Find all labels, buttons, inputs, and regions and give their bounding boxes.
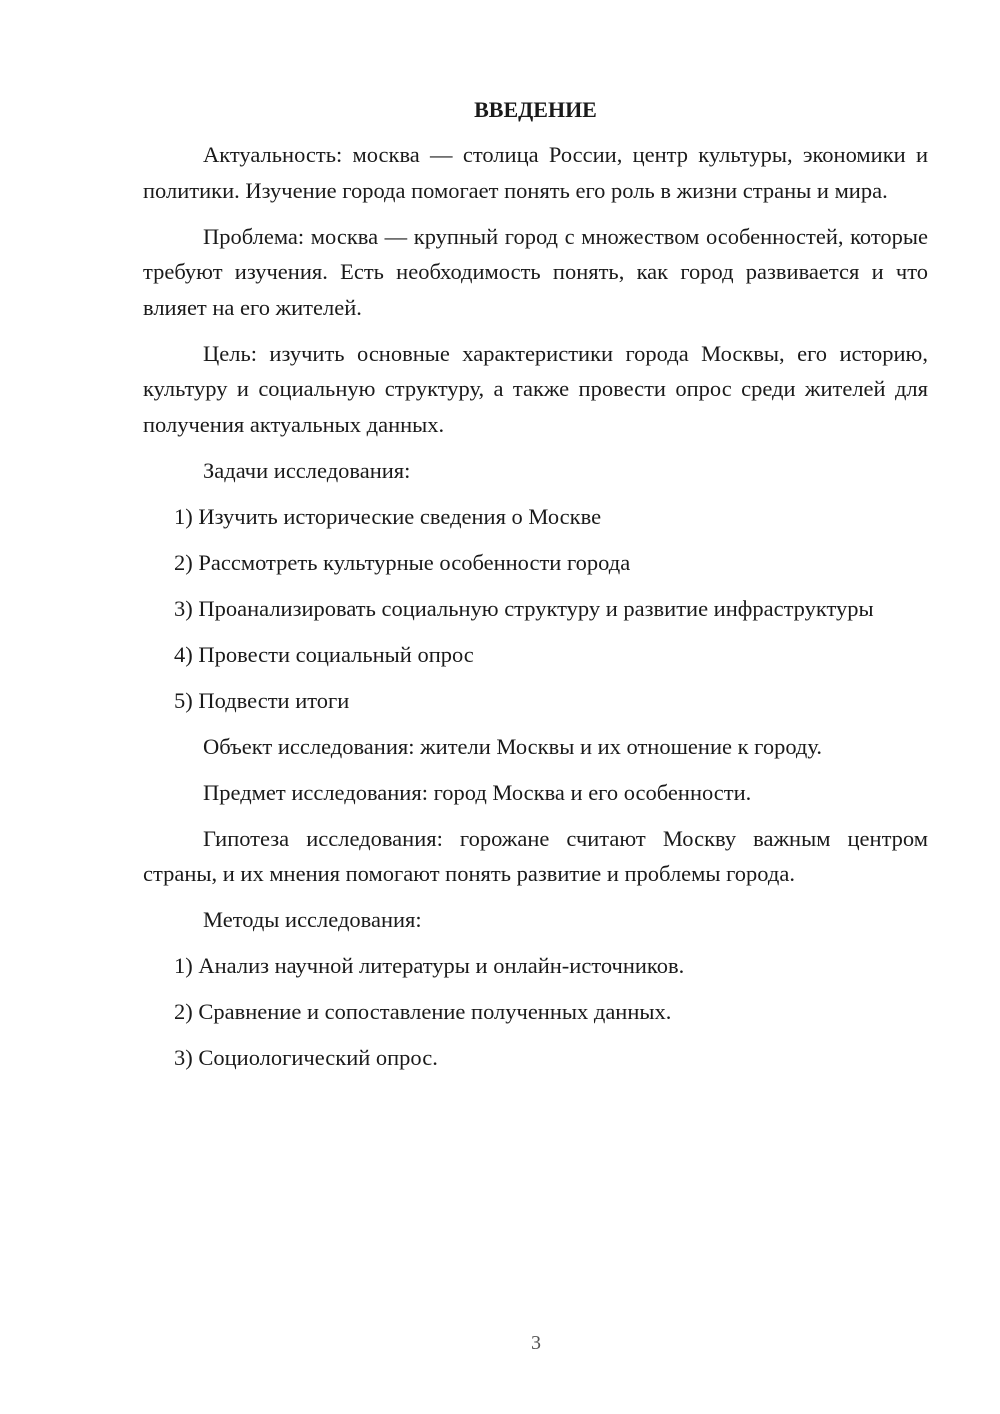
method-item: 3) Социологический опрос.: [174, 1045, 438, 1070]
method-item: 1) Анализ научной литературы и онлайн-источников.: [174, 953, 685, 978]
page-number: 3: [531, 1332, 541, 1354]
section-heading: ВВЕДЕНИЕ: [474, 97, 597, 122]
tasks-label: Задачи исследования:: [203, 457, 411, 483]
task-item: 2) Рассмотреть культурные особенности города: [174, 549, 631, 575]
task-item: 3) Проанализировать социальную структуру и развитие инфраструктуры: [174, 595, 874, 621]
goal-paragraph: Цель: изучить основные характеристики города Москвы, его историю, культуру и социальную структуру, а также провести опрос среди жителей для получения актуальных данных.: [143, 340, 928, 437]
object-paragraph: Объект исследования: жители Москвы и их отношение к городу.: [203, 733, 823, 759]
methods-label: Методы исследования:: [203, 907, 422, 932]
method-item: 2) Сравнение и сопоставление полученных данных.: [174, 999, 672, 1024]
task-item: 4) Провести социальный опрос: [174, 641, 474, 667]
task-item: 5) Подвести итоги: [174, 687, 350, 713]
page-content: [143, 92, 928, 1086]
subject-paragraph: Предмет исследования: город Москва и его особенности.: [203, 779, 752, 805]
relevance-paragraph: Актуальность: москва — столица России, центр культуры, экономики и политики. Изучение города помогает понять его роль в жизни страны и мира.: [143, 142, 928, 203]
hypothesis-paragraph: Гипотеза исследования: горожане считают Москву важным центром страны, и их мнения помогают понять развитие и проблемы города.: [143, 825, 928, 886]
task-item: 1) Изучить исторические сведения о Москве: [174, 503, 602, 529]
problem-paragraph: Проблема: москва — крупный город с множеством особенностей, которые требуют изучения. Есть необходимость понять, как город развивается и что влияет на его жителей.: [143, 223, 928, 320]
